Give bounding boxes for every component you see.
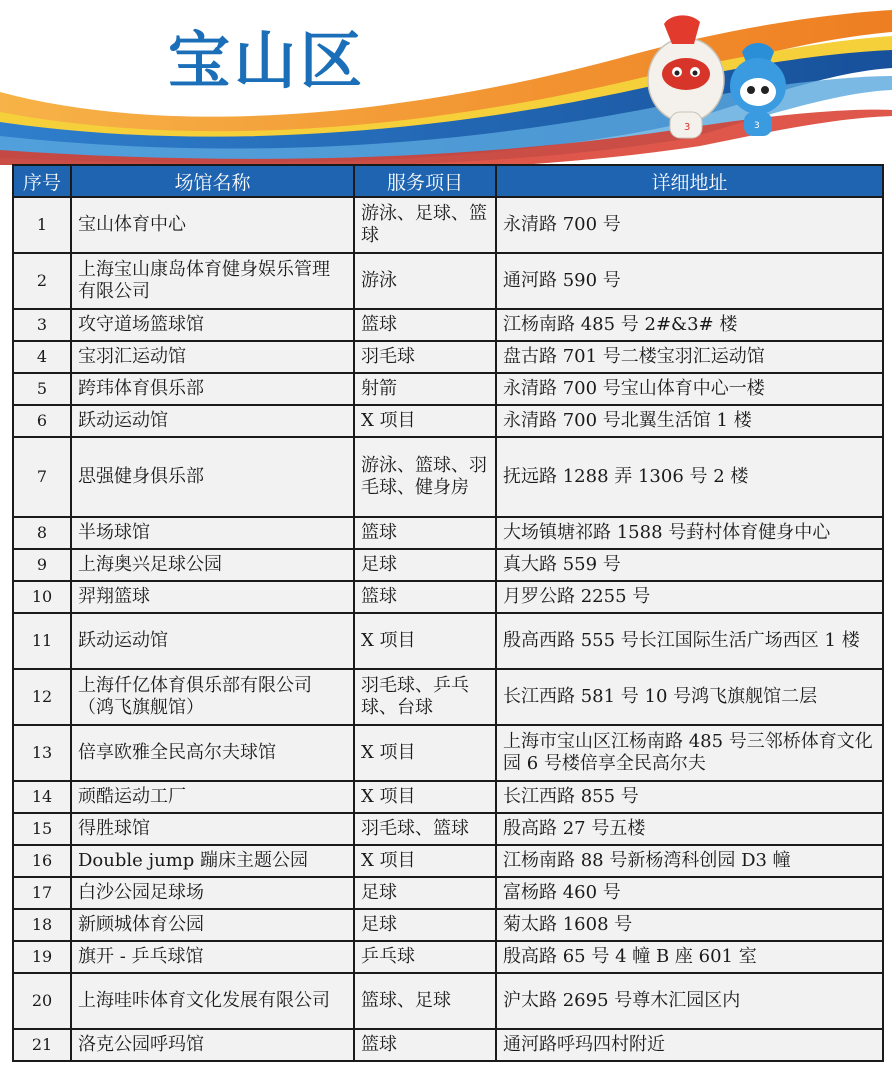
row-index: 3 (13, 309, 71, 341)
row-address: 永清路 700 号宝山体育中心一楼 (496, 373, 883, 405)
row-service: X 项目 (354, 781, 496, 813)
page-title: 宝山区 (168, 24, 367, 97)
table-row (13, 405, 883, 437)
row-service: X 项目 (354, 613, 496, 669)
table-row (13, 549, 883, 581)
row-address: 江杨南路 485 号 2#&3# 楼 (496, 309, 883, 341)
row-venue-name: Double jump 蹦床主题公园 (71, 845, 354, 877)
row-index: 16 (13, 845, 71, 877)
row-address: 富杨路 460 号 (496, 877, 883, 909)
row-venue-name: 旗开 - 乒乓球馆 (71, 941, 354, 973)
row-service: 篮球 (354, 517, 496, 549)
row-address: 长江西路 581 号 10 号鸿飞旗舰馆二层 (496, 669, 883, 725)
row-index: 1 (13, 197, 71, 253)
row-venue-name: 羿翔篮球 (71, 581, 354, 613)
row-service: 足球 (354, 877, 496, 909)
ribbon-decoration (0, 0, 892, 165)
table-row (13, 781, 883, 813)
mascot-blue-number: 3 (754, 121, 760, 131)
table-row (13, 941, 883, 973)
table-row (13, 253, 883, 309)
row-index: 20 (13, 973, 71, 1029)
row-index: 17 (13, 877, 71, 909)
row-index: 15 (13, 813, 71, 845)
row-address: 抚远路 1288 弄 1306 号 2 楼 (496, 437, 883, 517)
row-address: 沪太路 2695 号尊木汇园区内 (496, 973, 883, 1029)
row-service: 篮球 (354, 581, 496, 613)
row-address: 菊太路 1608 号 (496, 909, 883, 941)
row-service: 乒乓球 (354, 941, 496, 973)
row-venue-name: 上海奥兴足球公园 (71, 549, 354, 581)
row-service: 游泳、篮球、羽毛球、健身房 (354, 437, 496, 517)
row-service: 游泳、足球、篮球 (354, 197, 496, 253)
table-row (13, 845, 883, 877)
row-venue-name: 跃动运动馆 (71, 405, 354, 437)
table-row (13, 877, 883, 909)
table-row (13, 341, 883, 373)
venue-table (12, 164, 884, 1062)
table-row (13, 581, 883, 613)
row-address: 殷高路 65 号 4 幢 B 座 601 室 (496, 941, 883, 973)
row-address: 通河路 590 号 (496, 253, 883, 309)
table-row (13, 373, 883, 405)
row-index: 21 (13, 1029, 71, 1061)
row-venue-name: 上海哇咔体育文化发展有限公司 (71, 973, 354, 1029)
row-venue-name: 得胜球馆 (71, 813, 354, 845)
row-address: 真大路 559 号 (496, 549, 883, 581)
row-index: 18 (13, 909, 71, 941)
row-index: 9 (13, 549, 71, 581)
row-service: 足球 (354, 909, 496, 941)
table-row (13, 613, 883, 669)
row-venue-name: 思强健身俱乐部 (71, 437, 354, 517)
row-venue-name: 攻守道场篮球馆 (71, 309, 354, 341)
row-venue-name: 半场球馆 (71, 517, 354, 549)
table-row (13, 437, 883, 517)
row-venue-name: 上海仟亿体育俱乐部有限公司（鸿飞旗舰馆） (71, 669, 354, 725)
row-venue-name: 倍享欧雅全民高尔夫球馆 (71, 725, 354, 781)
row-venue-name: 跨玮体育俱乐部 (71, 373, 354, 405)
table-row (13, 909, 883, 941)
row-service: 足球 (354, 549, 496, 581)
header-name: 场馆名称 (71, 165, 354, 197)
header-index: 序号 (13, 165, 71, 197)
row-address: 永清路 700 号 (496, 197, 883, 253)
row-address: 长江西路 855 号 (496, 781, 883, 813)
row-index: 4 (13, 341, 71, 373)
row-service: 射箭 (354, 373, 496, 405)
row-service: 游泳 (354, 253, 496, 309)
row-service: 篮球、足球 (354, 973, 496, 1029)
row-address: 上海市宝山区江杨南路 485 号三邻桥体育文化园 6 号楼倍享全民高尔夫 (496, 725, 883, 781)
table-row (13, 973, 883, 1029)
row-index: 14 (13, 781, 71, 813)
row-index: 5 (13, 373, 71, 405)
row-address: 通河路呼玛四村附近 (496, 1029, 883, 1061)
row-venue-name: 跃动运动馆 (71, 613, 354, 669)
row-address: 盘古路 701 号二楼宝羽汇运动馆 (496, 341, 883, 373)
table-row (13, 1029, 883, 1061)
row-service: 羽毛球、篮球 (354, 813, 496, 845)
header-service: 服务项目 (354, 165, 496, 197)
row-index: 6 (13, 405, 71, 437)
row-index: 13 (13, 725, 71, 781)
row-venue-name: 白沙公园足球场 (71, 877, 354, 909)
row-address: 江杨南路 88 号新杨湾科创园 D3 幢 (496, 845, 883, 877)
row-address: 月罗公路 2255 号 (496, 581, 883, 613)
row-service: X 项目 (354, 405, 496, 437)
row-service: X 项目 (354, 725, 496, 781)
row-index: 19 (13, 941, 71, 973)
row-service: 篮球 (354, 1029, 496, 1061)
row-venue-name: 新顾城体育公园 (71, 909, 354, 941)
table-row (13, 725, 883, 781)
table-header-row (13, 165, 883, 197)
row-address: 永清路 700 号北翼生活馆 1 楼 (496, 405, 883, 437)
row-service: X 项目 (354, 845, 496, 877)
table-row (13, 309, 883, 341)
table-row (13, 813, 883, 845)
header-address: 详细地址 (496, 165, 883, 197)
row-venue-name: 宝山体育中心 (71, 197, 354, 253)
row-service: 羽毛球、乒乓球、台球 (354, 669, 496, 725)
header-banner (0, 0, 892, 165)
table-row (13, 517, 883, 549)
row-index: 7 (13, 437, 71, 517)
row-venue-name: 顽酷运动工厂 (71, 781, 354, 813)
row-venue-name: 上海宝山康岛体育健身娱乐管理有限公司 (71, 253, 354, 309)
row-index: 11 (13, 613, 71, 669)
table-row (13, 669, 883, 725)
row-address: 殷高路 27 号五楼 (496, 813, 883, 845)
row-address: 大场镇塘祁路 1588 号葑村体育健身中心 (496, 517, 883, 549)
row-index: 12 (13, 669, 71, 725)
row-index: 10 (13, 581, 71, 613)
row-service: 篮球 (354, 309, 496, 341)
row-index: 2 (13, 253, 71, 309)
row-service: 羽毛球 (354, 341, 496, 373)
table-row (13, 197, 883, 253)
row-index: 8 (13, 517, 71, 549)
mascot-red-number: 3 (684, 122, 691, 133)
row-venue-name: 宝羽汇运动馆 (71, 341, 354, 373)
row-venue-name: 洛克公园呼玛馆 (71, 1029, 354, 1061)
row-address: 殷高西路 555 号长江国际生活广场西区 1 楼 (496, 613, 883, 669)
